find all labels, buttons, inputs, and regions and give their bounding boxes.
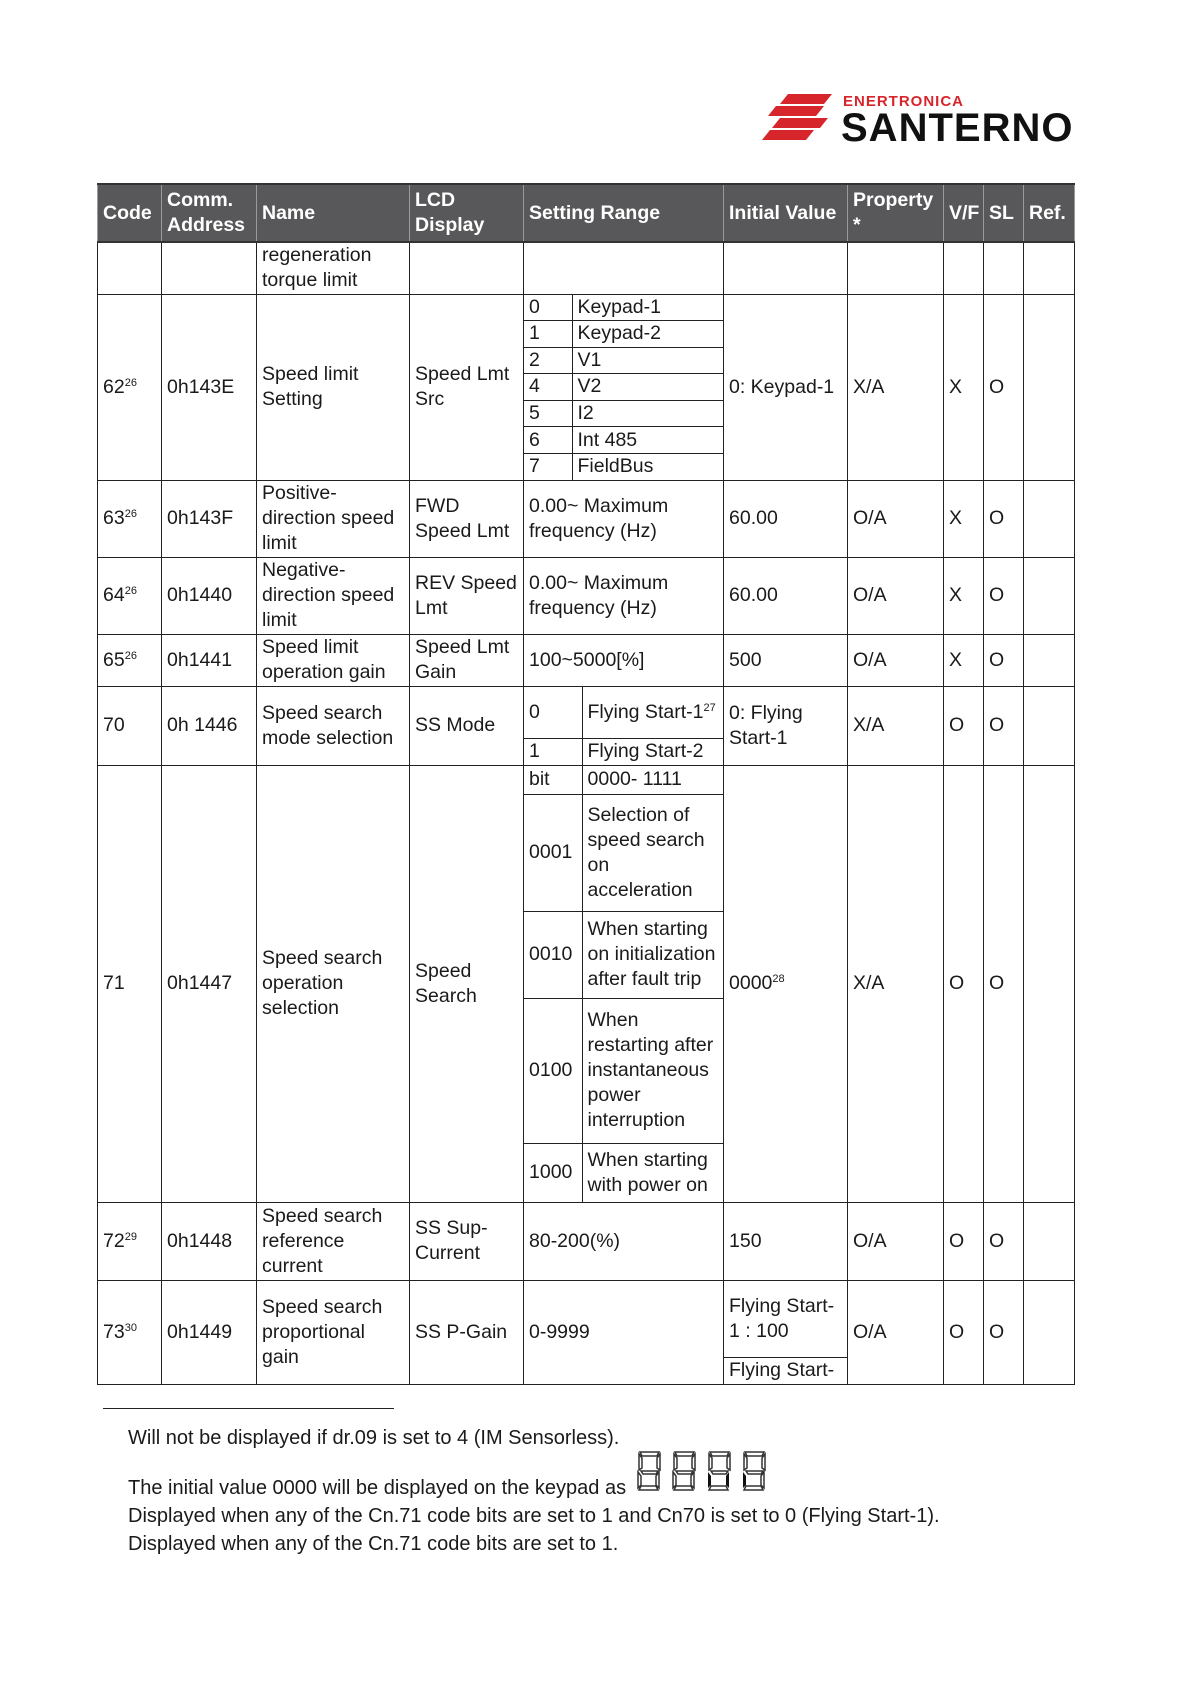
code-cell: 70 [98,686,162,765]
brand-name: SANTERNO [841,106,1074,150]
lcd-cell: Speed Search [410,765,524,1202]
name-cell: Speed search operation selection [257,765,410,1202]
ref-cell [1024,1280,1075,1384]
list-item: 0010 When starting on initialization after fault trip [524,911,723,998]
brand-subtitle: ENERTRONICA [843,93,965,110]
code-cell: $65^{26}$ [98,634,162,686]
ref-cell [1024,1202,1075,1280]
sl-cell: O [984,1280,1024,1384]
property-cell: X/A [848,294,944,480]
list-item: Flying Start- [729,1359,835,1381]
sl-cell: O [984,765,1024,1202]
col-comm-address: Comm. Address [162,184,257,242]
seven-segment-display-icon [635,1449,771,1493]
col-name: Name [257,184,410,242]
setting-range-cell: 80-200(%) [524,1202,724,1280]
property-cell: O/A [848,634,944,686]
name-cell: Speed limit operation gain [257,634,410,686]
address-cell: 0h1440 [162,557,257,634]
lcd-cell: SS Sup-Current [410,1202,524,1280]
name-cell: Positive-direction speed limit [257,480,410,557]
parameter-table [97,183,1075,1385]
initial-value-cell: 0: Keypad-1 [724,294,848,480]
list-item: bit 0000- 1111 [524,766,723,795]
ref-cell [1024,557,1075,634]
setting-range-cell [524,765,724,1202]
vf-cell: X [944,480,984,557]
list-item: 0 Flying Start-$1^{27}$ [524,687,723,739]
initial-value-cell: 0: Flying Start-1 [724,686,848,765]
col-ref: Ref. [1024,184,1075,242]
list-item: 0001 Selection of speed search on acceleration [524,795,723,911]
property-cell: O/A [848,1280,944,1384]
vf-cell: X [944,557,984,634]
lcd-cell: FWD Speed Lmt [410,480,524,557]
address-cell: 0h 1446 [162,686,257,765]
vf-cell: O [944,765,984,1202]
initial-value-cell: 500 [724,634,848,686]
col-initial-value: Initial Value [724,184,848,242]
footnote-divider [103,1408,394,1409]
table-row [98,1280,1075,1384]
table-row [98,686,1075,765]
list-item: 4 V2 [524,374,723,401]
footnote-30: Displayed when any of the Cn.71 code bits are set to 1. [128,1533,619,1555]
initial-value-cell [724,1280,848,1384]
santerno-logo [762,88,1072,158]
name-cell: Negative-direction speed limit [257,557,410,634]
address-cell: 0h1447 [162,765,257,1202]
lcd-cell: REV Speed Lmt [410,557,524,634]
list-item: 7 FieldBus [524,453,723,479]
setting-range-cell: 0.00~ Maximum frequency (Hz) [524,480,724,557]
list-item: 0 Keypad-1 [524,295,723,321]
lcd-cell: Speed Lmt Src [410,294,524,480]
initial-value-cell: 0000$^{28}$ [724,765,848,1202]
col-lcd-display: LCD Display [410,184,524,242]
property-cell: O/A [848,480,944,557]
lcd-cell: SS P-Gain [410,1280,524,1384]
name-cell: Speed search proportional gain [257,1280,410,1384]
ref-cell [1024,765,1075,1202]
sl-cell: O [984,557,1024,634]
sl-cell: O [984,634,1024,686]
table-row [98,557,1075,634]
initial-value-cell: 60.00 [724,557,848,634]
sl-cell: O [984,480,1024,557]
address-cell: 0h143E [162,294,257,480]
sl-cell: O [984,294,1024,480]
table-row [98,765,1075,1202]
address-cell: 0h1448 [162,1202,257,1280]
property-cell: X/A [848,686,944,765]
code-cell: $62^{26}$ [98,294,162,480]
ref-cell [1024,634,1075,686]
list-item: 0100 When restarting after instantaneous power interruption [524,998,723,1143]
initial-value-list [724,1281,847,1384]
setting-range-cell [524,686,724,765]
table-row [98,1202,1075,1280]
footnote-26: Will not be displayed if dr.09 is set to 4 (IM Sensorless). [128,1427,620,1449]
table-row [98,242,1075,294]
list-item: Flying Start-1 : 100 [724,1281,847,1358]
footnote-29: Displayed when any of the Cn.71 code bits are set to 1 and Cn70 is set to 0 (Flying Start-1). [128,1505,940,1527]
name-cell: regeneration torque limit [257,242,410,294]
col-property: Property * [848,184,944,242]
list-item: 1 Keypad-2 [524,321,723,348]
initial-value-cell: 60.00 [724,480,848,557]
list-item: 1 Flying Start-2 [524,739,723,765]
setting-range-list [524,295,723,480]
vf-cell: X [944,634,984,686]
address-cell: 0h1441 [162,634,257,686]
property-cell: X/A [848,765,944,1202]
col-code: Code [98,184,162,242]
name-cell: Speed search mode selection [257,686,410,765]
setting-range-cell: 0-9999 [524,1280,724,1384]
setting-range-list [524,687,723,765]
ref-cell [1024,480,1075,557]
sl-cell: O [984,686,1024,765]
ref-cell [1024,686,1075,765]
name-cell: Speed search reference current [257,1202,410,1280]
address-cell: 0h143F [162,480,257,557]
list-item: 6 Int 485 [524,427,723,454]
list-item: 2 V1 [524,347,723,374]
col-setting-range: Setting Range [524,184,724,242]
property-cell: O/A [848,1202,944,1280]
setting-range-list [524,766,723,1202]
table-row [98,294,1075,480]
lcd-cell: Speed Lmt Gain [410,634,524,686]
vf-cell: O [944,1280,984,1384]
list-item: 5 I2 [524,400,723,427]
code-cell: $63^{26}$ [98,480,162,557]
address-cell: 0h1449 [162,1280,257,1384]
vf-cell: O [944,686,984,765]
initial-value-cell: 150 [724,1202,848,1280]
list-item: 1000 When starting with power on [524,1143,723,1201]
code-cell: $72^{29}$ [98,1202,162,1280]
setting-range-cell: 0.00~ Maximum frequency (Hz) [524,557,724,634]
property-cell: O/A [848,557,944,634]
vf-cell: O [944,1202,984,1280]
footnote-28: The initial value 0000 will be displayed on the keypad as [128,1477,627,1499]
sl-cell: O [984,1202,1024,1280]
santerno-logo-mark-icon [762,92,834,148]
table-row [98,634,1075,686]
code-cell: $64^{26}$ [98,557,162,634]
code-cell: 71 [98,765,162,1202]
name-cell: Speed limit Setting [257,294,410,480]
code-cell: $73^{30}$ [98,1280,162,1384]
col-sl: SL [984,184,1024,242]
ref-cell [1024,294,1075,480]
table-row [98,480,1075,557]
setting-range-cell [524,294,724,480]
lcd-cell: SS Mode [410,686,524,765]
table-header-row [98,184,1075,242]
setting-range-cell: 100~5000[%] [524,634,724,686]
vf-cell: X [944,294,984,480]
col-vf: V/F [944,184,984,242]
